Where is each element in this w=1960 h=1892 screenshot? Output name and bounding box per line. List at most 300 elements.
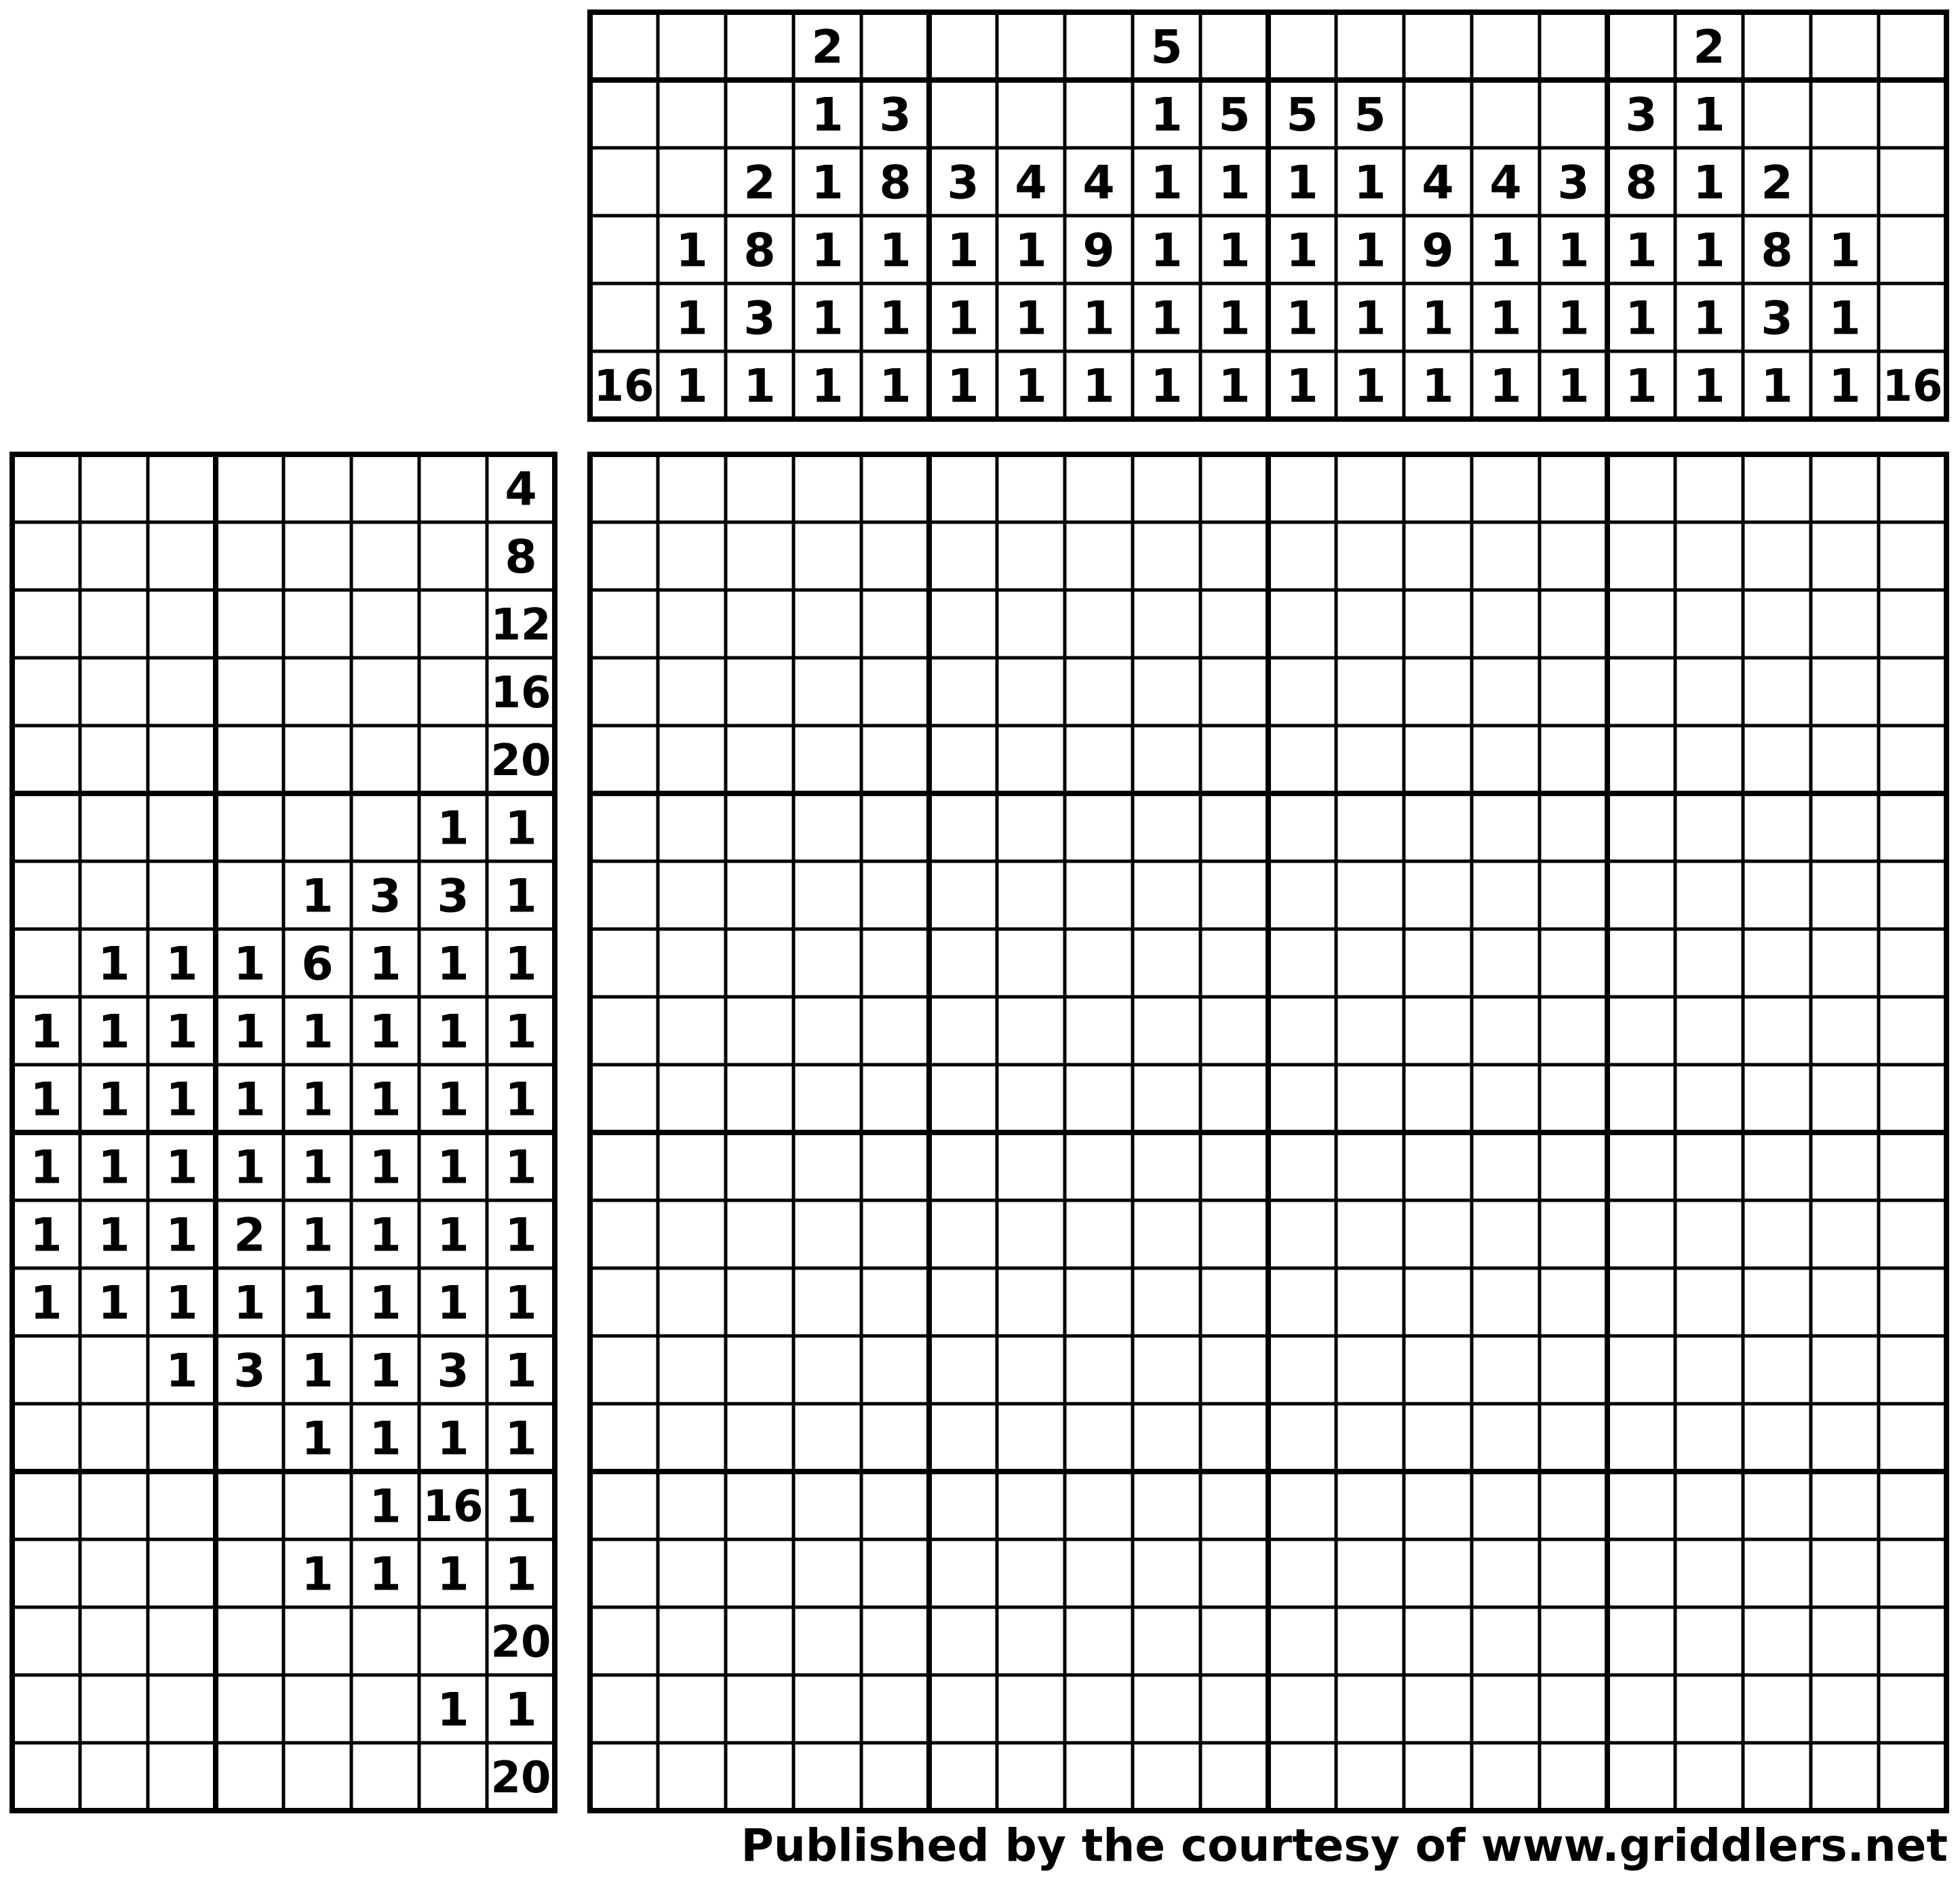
puzzle-cell[interactable] xyxy=(726,793,793,861)
puzzle-cell[interactable] xyxy=(726,861,793,929)
puzzle-cell[interactable] xyxy=(1811,1200,1879,1268)
puzzle-cell[interactable] xyxy=(997,522,1065,590)
puzzle-cell[interactable] xyxy=(1879,1743,1946,1811)
puzzle-cell[interactable] xyxy=(1268,1132,1336,1200)
puzzle-cell[interactable] xyxy=(1065,1336,1133,1404)
puzzle-cell[interactable] xyxy=(658,861,726,929)
puzzle-cell[interactable] xyxy=(1200,1607,1268,1675)
puzzle-cell[interactable] xyxy=(997,1743,1065,1811)
puzzle-cell[interactable] xyxy=(1540,1268,1607,1336)
puzzle-cell[interactable] xyxy=(929,1268,997,1336)
puzzle-cell[interactable] xyxy=(793,1132,861,1200)
puzzle-cell[interactable] xyxy=(861,861,929,929)
puzzle-cell[interactable] xyxy=(1675,1200,1743,1268)
puzzle-cell[interactable] xyxy=(726,590,793,658)
puzzle-cell[interactable] xyxy=(997,1607,1065,1675)
puzzle-cell[interactable] xyxy=(1065,929,1133,997)
puzzle-cell[interactable] xyxy=(1743,590,1811,658)
puzzle-cell[interactable] xyxy=(1743,1607,1811,1675)
puzzle-cell[interactable] xyxy=(1811,1065,1879,1132)
puzzle-cell[interactable] xyxy=(1607,454,1675,522)
puzzle-cell[interactable] xyxy=(1065,1472,1133,1539)
puzzle-cell[interactable] xyxy=(1200,658,1268,726)
puzzle-cell[interactable] xyxy=(1472,658,1540,726)
puzzle-cell[interactable] xyxy=(1675,454,1743,522)
puzzle-cell[interactable] xyxy=(1743,454,1811,522)
puzzle-cell[interactable] xyxy=(1268,590,1336,658)
puzzle-cell[interactable] xyxy=(1268,1200,1336,1268)
puzzle-cell[interactable] xyxy=(1200,1336,1268,1404)
puzzle-cell[interactable] xyxy=(997,1404,1065,1472)
puzzle-cell[interactable] xyxy=(1133,1607,1200,1675)
puzzle-cell[interactable] xyxy=(1268,929,1336,997)
puzzle-cell[interactable] xyxy=(1743,997,1811,1065)
puzzle-cell[interactable] xyxy=(861,1132,929,1200)
puzzle-cell[interactable] xyxy=(1743,1200,1811,1268)
puzzle-cell[interactable] xyxy=(1336,1404,1404,1472)
puzzle-cell[interactable] xyxy=(1675,1607,1743,1675)
puzzle-cell[interactable] xyxy=(1540,1065,1607,1132)
puzzle-cell[interactable] xyxy=(1472,590,1540,658)
puzzle-cell[interactable] xyxy=(1133,1336,1200,1404)
puzzle-cell[interactable] xyxy=(1133,1065,1200,1132)
puzzle-cell[interactable] xyxy=(861,1404,929,1472)
puzzle-cell[interactable] xyxy=(1811,1472,1879,1539)
puzzle-cell[interactable] xyxy=(793,861,861,929)
puzzle-cell[interactable] xyxy=(1404,1675,1472,1743)
puzzle-cell[interactable] xyxy=(997,658,1065,726)
puzzle-cell[interactable] xyxy=(1811,522,1879,590)
puzzle-cell[interactable] xyxy=(726,1132,793,1200)
puzzle-cell[interactable] xyxy=(861,1539,929,1607)
puzzle-cell[interactable] xyxy=(861,1268,929,1336)
puzzle-cell[interactable] xyxy=(1268,1065,1336,1132)
puzzle-cell[interactable] xyxy=(1065,1539,1133,1607)
puzzle-cell[interactable] xyxy=(929,1472,997,1539)
puzzle-cell[interactable] xyxy=(1404,1743,1472,1811)
puzzle-cell[interactable] xyxy=(929,861,997,929)
puzzle-cell[interactable] xyxy=(1133,1675,1200,1743)
puzzle-cell[interactable] xyxy=(1811,726,1879,793)
puzzle-cell[interactable] xyxy=(929,1607,997,1675)
puzzle-cell[interactable] xyxy=(1268,726,1336,793)
puzzle-cell[interactable] xyxy=(861,1743,929,1811)
puzzle-cell[interactable] xyxy=(1811,590,1879,658)
puzzle-cell[interactable] xyxy=(1675,1539,1743,1607)
puzzle-cell[interactable] xyxy=(861,1065,929,1132)
puzzle-cell[interactable] xyxy=(1472,1065,1540,1132)
puzzle-cell[interactable] xyxy=(929,658,997,726)
puzzle-cell[interactable] xyxy=(1743,1336,1811,1404)
puzzle-cell[interactable] xyxy=(793,454,861,522)
puzzle-cell[interactable] xyxy=(1133,522,1200,590)
puzzle-cell[interactable] xyxy=(1404,454,1472,522)
solution-grid[interactable] xyxy=(590,454,1946,1811)
puzzle-cell[interactable] xyxy=(1336,1472,1404,1539)
puzzle-cell[interactable] xyxy=(1675,1132,1743,1200)
puzzle-cell[interactable] xyxy=(1743,1268,1811,1336)
puzzle-cell[interactable] xyxy=(1675,1268,1743,1336)
puzzle-cell[interactable] xyxy=(793,1336,861,1404)
puzzle-cell[interactable] xyxy=(658,1404,726,1472)
puzzle-cell[interactable] xyxy=(1879,997,1946,1065)
puzzle-cell[interactable] xyxy=(1133,793,1200,861)
puzzle-cell[interactable] xyxy=(997,1539,1065,1607)
puzzle-cell[interactable] xyxy=(793,1404,861,1472)
puzzle-cell[interactable] xyxy=(1743,522,1811,590)
puzzle-cell[interactable] xyxy=(1879,1675,1946,1743)
puzzle-cell[interactable] xyxy=(658,726,726,793)
puzzle-cell[interactable] xyxy=(1200,793,1268,861)
puzzle-cell[interactable] xyxy=(726,658,793,726)
puzzle-cell[interactable] xyxy=(1675,658,1743,726)
puzzle-cell[interactable] xyxy=(1133,1200,1200,1268)
puzzle-cell[interactable] xyxy=(1200,590,1268,658)
puzzle-cell[interactable] xyxy=(1675,997,1743,1065)
puzzle-cell[interactable] xyxy=(1675,1675,1743,1743)
puzzle-cell[interactable] xyxy=(1133,929,1200,997)
puzzle-cell[interactable] xyxy=(1336,726,1404,793)
puzzle-cell[interactable] xyxy=(1879,1404,1946,1472)
puzzle-cell[interactable] xyxy=(1065,1743,1133,1811)
puzzle-cell[interactable] xyxy=(1540,726,1607,793)
puzzle-cell[interactable] xyxy=(1607,1268,1675,1336)
puzzle-cell[interactable] xyxy=(997,454,1065,522)
puzzle-cell[interactable] xyxy=(1200,1743,1268,1811)
puzzle-cell[interactable] xyxy=(1404,861,1472,929)
puzzle-cell[interactable] xyxy=(1200,522,1268,590)
puzzle-cell[interactable] xyxy=(997,1472,1065,1539)
puzzle-cell[interactable] xyxy=(590,1404,658,1472)
puzzle-cell[interactable] xyxy=(1811,793,1879,861)
puzzle-cell[interactable] xyxy=(793,997,861,1065)
puzzle-cell[interactable] xyxy=(658,929,726,997)
puzzle-cell[interactable] xyxy=(590,1472,658,1539)
puzzle-cell[interactable] xyxy=(1268,1336,1336,1404)
puzzle-cell[interactable] xyxy=(726,1539,793,1607)
puzzle-cell[interactable] xyxy=(1540,658,1607,726)
puzzle-cell[interactable] xyxy=(1743,658,1811,726)
puzzle-cell[interactable] xyxy=(590,1132,658,1200)
puzzle-cell[interactable] xyxy=(1268,1675,1336,1743)
puzzle-cell[interactable] xyxy=(1065,590,1133,658)
puzzle-cell[interactable] xyxy=(1200,1539,1268,1607)
puzzle-cell[interactable] xyxy=(1607,1065,1675,1132)
puzzle-cell[interactable] xyxy=(1065,1200,1133,1268)
puzzle-cell[interactable] xyxy=(1811,1404,1879,1472)
puzzle-cell[interactable] xyxy=(929,1200,997,1268)
puzzle-cell[interactable] xyxy=(726,997,793,1065)
puzzle-cell[interactable] xyxy=(929,726,997,793)
puzzle-cell[interactable] xyxy=(658,1268,726,1336)
puzzle-cell[interactable] xyxy=(793,1200,861,1268)
puzzle-cell[interactable] xyxy=(658,1607,726,1675)
puzzle-cell[interactable] xyxy=(1200,454,1268,522)
puzzle-cell[interactable] xyxy=(997,997,1065,1065)
puzzle-cell[interactable] xyxy=(1811,658,1879,726)
puzzle-cell[interactable] xyxy=(1336,1268,1404,1336)
puzzle-cell[interactable] xyxy=(590,1675,658,1743)
puzzle-cell[interactable] xyxy=(1743,1404,1811,1472)
puzzle-cell[interactable] xyxy=(1404,1472,1472,1539)
puzzle-cell[interactable] xyxy=(1133,1268,1200,1336)
puzzle-cell[interactable] xyxy=(793,726,861,793)
puzzle-cell[interactable] xyxy=(929,793,997,861)
puzzle-cell[interactable] xyxy=(658,997,726,1065)
puzzle-cell[interactable] xyxy=(1336,1065,1404,1132)
puzzle-cell[interactable] xyxy=(658,522,726,590)
puzzle-cell[interactable] xyxy=(1607,1743,1675,1811)
puzzle-cell[interactable] xyxy=(1879,1200,1946,1268)
puzzle-cell[interactable] xyxy=(726,1404,793,1472)
puzzle-cell[interactable] xyxy=(1065,997,1133,1065)
puzzle-cell[interactable] xyxy=(1743,1675,1811,1743)
puzzle-cell[interactable] xyxy=(1540,454,1607,522)
puzzle-cell[interactable] xyxy=(1540,1472,1607,1539)
puzzle-cell[interactable] xyxy=(590,1539,658,1607)
puzzle-cell[interactable] xyxy=(1336,1607,1404,1675)
puzzle-cell[interactable] xyxy=(1065,1268,1133,1336)
puzzle-cell[interactable] xyxy=(1743,1743,1811,1811)
puzzle-cell[interactable] xyxy=(929,1539,997,1607)
puzzle-cell[interactable] xyxy=(997,590,1065,658)
puzzle-cell[interactable] xyxy=(1336,793,1404,861)
puzzle-cell[interactable] xyxy=(590,1200,658,1268)
puzzle-cell[interactable] xyxy=(726,1675,793,1743)
puzzle-cell[interactable] xyxy=(590,997,658,1065)
puzzle-cell[interactable] xyxy=(1540,1132,1607,1200)
puzzle-cell[interactable] xyxy=(1065,726,1133,793)
puzzle-cell[interactable] xyxy=(1404,1268,1472,1336)
puzzle-cell[interactable] xyxy=(1404,658,1472,726)
puzzle-cell[interactable] xyxy=(1472,522,1540,590)
puzzle-cell[interactable] xyxy=(1268,1472,1336,1539)
puzzle-cell[interactable] xyxy=(590,1743,658,1811)
puzzle-cell[interactable] xyxy=(1404,1065,1472,1132)
puzzle-cell[interactable] xyxy=(1607,590,1675,658)
puzzle-cell[interactable] xyxy=(1268,658,1336,726)
puzzle-cell[interactable] xyxy=(997,726,1065,793)
puzzle-cell[interactable] xyxy=(1133,861,1200,929)
puzzle-cell[interactable] xyxy=(1879,1539,1946,1607)
puzzle-cell[interactable] xyxy=(1675,1743,1743,1811)
puzzle-cell[interactable] xyxy=(726,1743,793,1811)
puzzle-cell[interactable] xyxy=(1607,1404,1675,1472)
puzzle-cell[interactable] xyxy=(1879,1472,1946,1539)
puzzle-cell[interactable] xyxy=(1675,590,1743,658)
puzzle-cell[interactable] xyxy=(1133,1472,1200,1539)
puzzle-cell[interactable] xyxy=(1200,861,1268,929)
puzzle-cell[interactable] xyxy=(793,1743,861,1811)
puzzle-cell[interactable] xyxy=(1675,861,1743,929)
puzzle-cell[interactable] xyxy=(1268,1607,1336,1675)
puzzle-cell[interactable] xyxy=(1472,1743,1540,1811)
puzzle-cell[interactable] xyxy=(997,1200,1065,1268)
puzzle-cell[interactable] xyxy=(1879,861,1946,929)
puzzle-cell[interactable] xyxy=(793,1539,861,1607)
puzzle-cell[interactable] xyxy=(590,861,658,929)
puzzle-cell[interactable] xyxy=(1879,1336,1946,1404)
puzzle-cell[interactable] xyxy=(997,1675,1065,1743)
puzzle-cell[interactable] xyxy=(1607,861,1675,929)
puzzle-cell[interactable] xyxy=(861,454,929,522)
puzzle-cell[interactable] xyxy=(726,1065,793,1132)
puzzle-cell[interactable] xyxy=(1879,590,1946,658)
puzzle-cell[interactable] xyxy=(1607,522,1675,590)
puzzle-cell[interactable] xyxy=(1675,1472,1743,1539)
puzzle-cell[interactable] xyxy=(1540,1336,1607,1404)
puzzle-cell[interactable] xyxy=(929,1675,997,1743)
puzzle-cell[interactable] xyxy=(1811,454,1879,522)
puzzle-cell[interactable] xyxy=(1200,929,1268,997)
puzzle-cell[interactable] xyxy=(1404,1539,1472,1607)
puzzle-cell[interactable] xyxy=(861,1675,929,1743)
puzzle-cell[interactable] xyxy=(658,793,726,861)
puzzle-cell[interactable] xyxy=(1200,726,1268,793)
puzzle-cell[interactable] xyxy=(1540,522,1607,590)
puzzle-cell[interactable] xyxy=(1133,726,1200,793)
puzzle-cell[interactable] xyxy=(1743,1065,1811,1132)
puzzle-cell[interactable] xyxy=(1472,1268,1540,1336)
puzzle-cell[interactable] xyxy=(658,454,726,522)
puzzle-cell[interactable] xyxy=(861,793,929,861)
puzzle-cell[interactable] xyxy=(1268,1268,1336,1336)
puzzle-cell[interactable] xyxy=(590,454,658,522)
puzzle-cell[interactable] xyxy=(1268,1404,1336,1472)
puzzle-cell[interactable] xyxy=(1540,1743,1607,1811)
puzzle-cell[interactable] xyxy=(793,929,861,997)
puzzle-cell[interactable] xyxy=(861,658,929,726)
puzzle-cell[interactable] xyxy=(793,1065,861,1132)
puzzle-cell[interactable] xyxy=(861,1607,929,1675)
puzzle-cell[interactable] xyxy=(590,1607,658,1675)
puzzle-cell[interactable] xyxy=(1336,929,1404,997)
puzzle-cell[interactable] xyxy=(590,1065,658,1132)
puzzle-cell[interactable] xyxy=(1065,1065,1133,1132)
puzzle-cell[interactable] xyxy=(658,1336,726,1404)
puzzle-cell[interactable] xyxy=(1336,590,1404,658)
puzzle-cell[interactable] xyxy=(861,590,929,658)
puzzle-cell[interactable] xyxy=(1133,658,1200,726)
puzzle-cell[interactable] xyxy=(1065,1132,1133,1200)
puzzle-cell[interactable] xyxy=(1607,1336,1675,1404)
puzzle-cell[interactable] xyxy=(1472,1132,1540,1200)
puzzle-cell[interactable] xyxy=(726,1268,793,1336)
puzzle-cell[interactable] xyxy=(1133,1539,1200,1607)
puzzle-cell[interactable] xyxy=(1675,793,1743,861)
puzzle-cell[interactable] xyxy=(1472,929,1540,997)
puzzle-cell[interactable] xyxy=(1540,997,1607,1065)
puzzle-cell[interactable] xyxy=(1743,929,1811,997)
puzzle-cell[interactable] xyxy=(658,1065,726,1132)
puzzle-cell[interactable] xyxy=(726,522,793,590)
puzzle-cell[interactable] xyxy=(929,1065,997,1132)
puzzle-cell[interactable] xyxy=(658,1132,726,1200)
puzzle-cell[interactable] xyxy=(726,1607,793,1675)
puzzle-cell[interactable] xyxy=(929,1743,997,1811)
puzzle-cell[interactable] xyxy=(929,1132,997,1200)
puzzle-cell[interactable] xyxy=(1065,861,1133,929)
puzzle-cell[interactable] xyxy=(793,1675,861,1743)
puzzle-cell[interactable] xyxy=(1743,1539,1811,1607)
puzzle-cell[interactable] xyxy=(793,522,861,590)
puzzle-cell[interactable] xyxy=(726,1200,793,1268)
puzzle-cell[interactable] xyxy=(1879,1268,1946,1336)
puzzle-cell[interactable] xyxy=(1336,522,1404,590)
puzzle-cell[interactable] xyxy=(1404,997,1472,1065)
puzzle-cell[interactable] xyxy=(997,1132,1065,1200)
puzzle-cell[interactable] xyxy=(1675,1404,1743,1472)
puzzle-cell[interactable] xyxy=(997,1065,1065,1132)
puzzle-cell[interactable] xyxy=(929,929,997,997)
puzzle-cell[interactable] xyxy=(1472,1404,1540,1472)
puzzle-cell[interactable] xyxy=(861,1336,929,1404)
puzzle-cell[interactable] xyxy=(793,793,861,861)
puzzle-cell[interactable] xyxy=(1336,1132,1404,1200)
puzzle-cell[interactable] xyxy=(658,658,726,726)
puzzle-cell[interactable] xyxy=(1811,1743,1879,1811)
puzzle-cell[interactable] xyxy=(1607,997,1675,1065)
puzzle-cell[interactable] xyxy=(1065,522,1133,590)
puzzle-cell[interactable] xyxy=(1607,726,1675,793)
puzzle-cell[interactable] xyxy=(1404,726,1472,793)
puzzle-cell[interactable] xyxy=(1879,929,1946,997)
puzzle-cell[interactable] xyxy=(1336,1539,1404,1607)
puzzle-cell[interactable] xyxy=(1336,454,1404,522)
puzzle-cell[interactable] xyxy=(1811,1539,1879,1607)
puzzle-cell[interactable] xyxy=(997,793,1065,861)
puzzle-cell[interactable] xyxy=(1404,590,1472,658)
puzzle-cell[interactable] xyxy=(1607,793,1675,861)
puzzle-cell[interactable] xyxy=(1404,1132,1472,1200)
puzzle-cell[interactable] xyxy=(1607,658,1675,726)
puzzle-cell[interactable] xyxy=(1879,1065,1946,1132)
puzzle-cell[interactable] xyxy=(1540,1404,1607,1472)
puzzle-cell[interactable] xyxy=(1200,997,1268,1065)
puzzle-cell[interactable] xyxy=(1607,1132,1675,1200)
puzzle-cell[interactable] xyxy=(658,1472,726,1539)
puzzle-cell[interactable] xyxy=(1540,1539,1607,1607)
puzzle-cell[interactable] xyxy=(1404,1200,1472,1268)
puzzle-cell[interactable] xyxy=(1811,1132,1879,1200)
puzzle-cell[interactable] xyxy=(726,1472,793,1539)
puzzle-cell[interactable] xyxy=(997,861,1065,929)
puzzle-cell[interactable] xyxy=(1268,997,1336,1065)
puzzle-cell[interactable] xyxy=(1540,1607,1607,1675)
puzzle-cell[interactable] xyxy=(1540,1675,1607,1743)
puzzle-cell[interactable] xyxy=(1607,1200,1675,1268)
puzzle-cell[interactable] xyxy=(1472,861,1540,929)
puzzle-cell[interactable] xyxy=(1404,522,1472,590)
puzzle-cell[interactable] xyxy=(929,1404,997,1472)
puzzle-cell[interactable] xyxy=(1336,1200,1404,1268)
puzzle-cell[interactable] xyxy=(1065,1607,1133,1675)
puzzle-cell[interactable] xyxy=(1743,861,1811,929)
puzzle-cell[interactable] xyxy=(1472,997,1540,1065)
puzzle-cell[interactable] xyxy=(861,929,929,997)
puzzle-cell[interactable] xyxy=(793,1268,861,1336)
puzzle-cell[interactable] xyxy=(1607,1607,1675,1675)
puzzle-cell[interactable] xyxy=(1811,1675,1879,1743)
puzzle-cell[interactable] xyxy=(1540,861,1607,929)
puzzle-cell[interactable] xyxy=(1743,1132,1811,1200)
puzzle-cell[interactable] xyxy=(1472,1539,1540,1607)
puzzle-cell[interactable] xyxy=(1268,522,1336,590)
puzzle-cell[interactable] xyxy=(1811,861,1879,929)
puzzle-cell[interactable] xyxy=(929,1336,997,1404)
puzzle-cell[interactable] xyxy=(1200,1065,1268,1132)
puzzle-cell[interactable] xyxy=(1472,1607,1540,1675)
